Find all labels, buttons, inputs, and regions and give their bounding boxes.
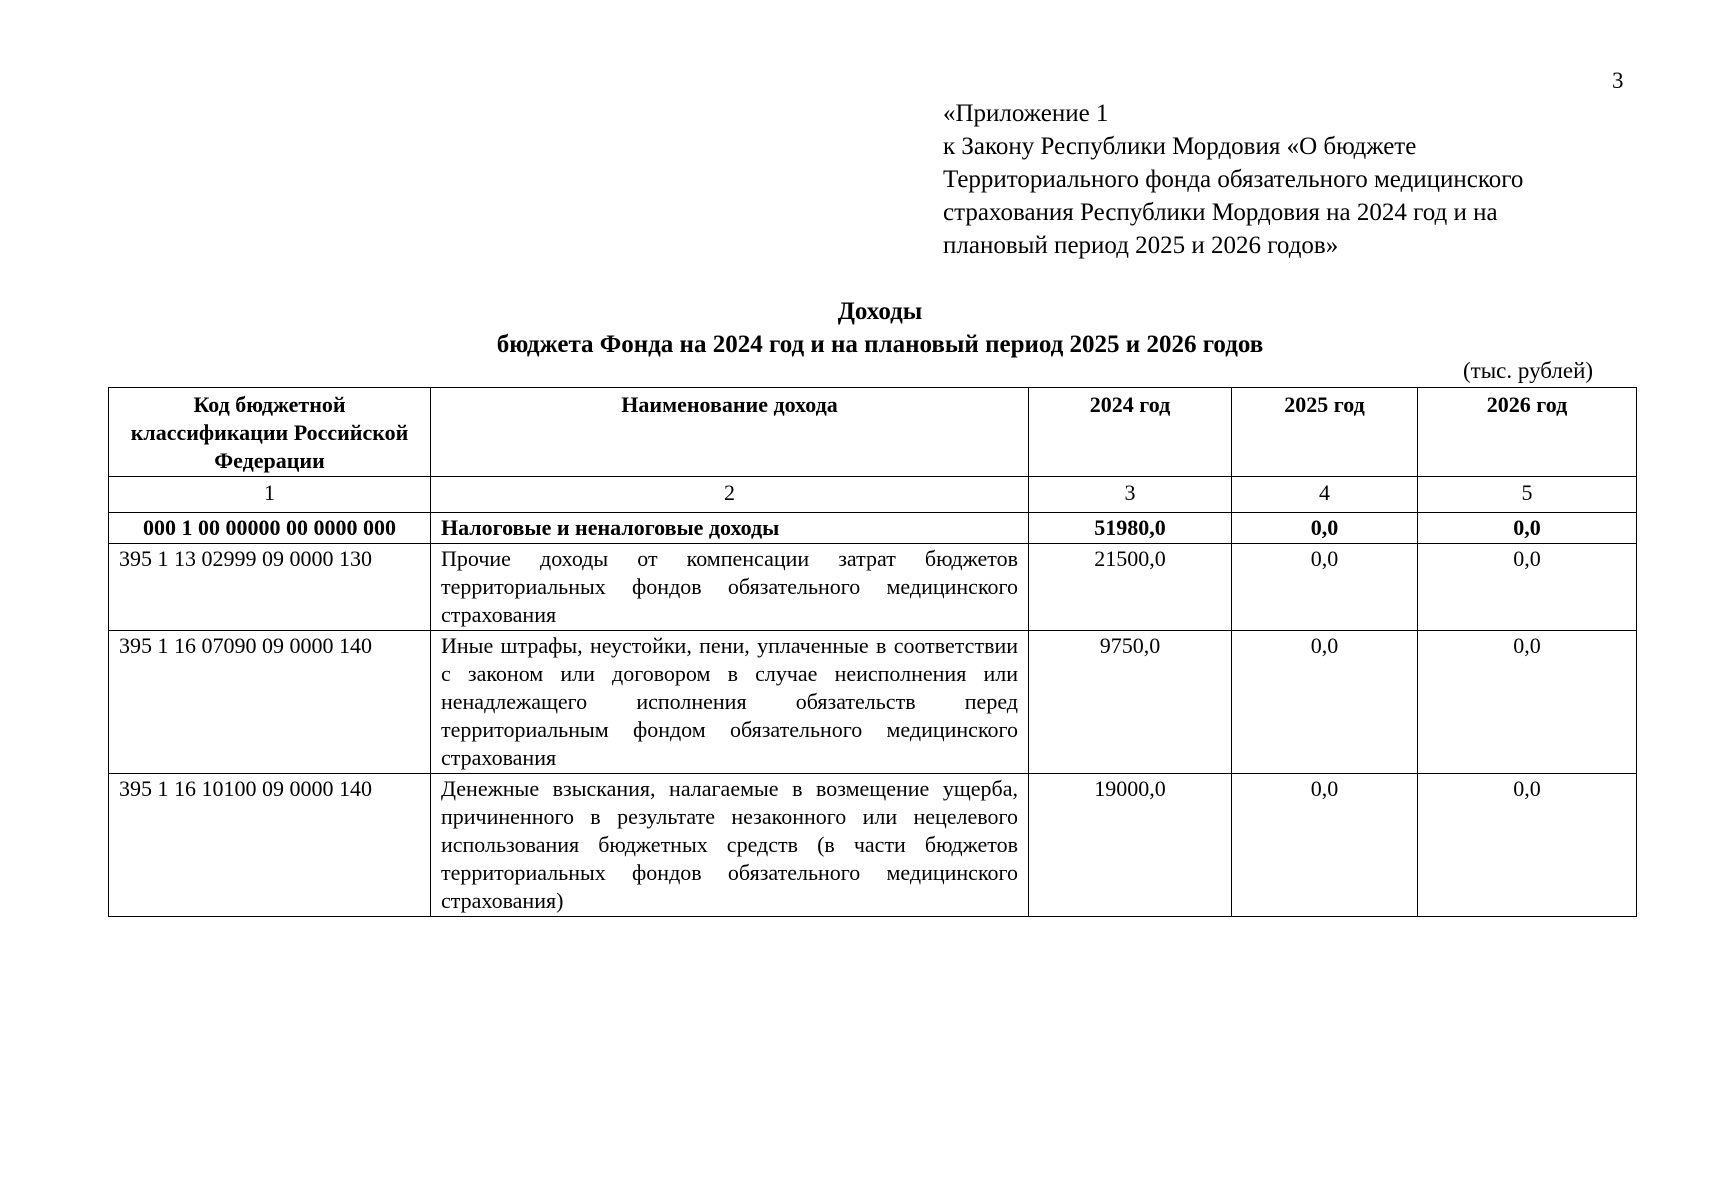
table-row — [109, 774, 1637, 917]
header-2026: 2026 год — [1418, 388, 1637, 477]
row-2025: 0,0 — [1232, 631, 1418, 774]
row-name: Иные штрафы, неустойки, пени, уплаченные в соответствии с законом или договором в случае неисполнения или ненадлежащего исполнения обязательств перед территориальным фондом обязательного медицинского страхования — [431, 631, 1029, 774]
column-number: 1 — [109, 477, 431, 513]
page-number: 3 — [1612, 68, 1624, 93]
appendix-line: к Закону Республики Мордовия «О бюджете — [943, 133, 1417, 160]
row-2026: 0,0 — [1418, 774, 1637, 917]
appendix-line: Территориального фонда обязательного медицинского — [943, 166, 1524, 193]
table-row-total — [109, 513, 1637, 544]
row-2026: 0,0 — [1418, 544, 1637, 631]
row-2025: 0,0 — [1232, 774, 1418, 917]
row-code: 395 1 13 02999 09 0000 130 — [109, 544, 431, 631]
row-name: Денежные взыскания, налагаемые в возмещение ущерба, причиненного в результате незаконного или нецелевого использования бюджетных средств (в части бюджетов территориальных фондов обязательного медицинского страхования) — [431, 774, 1029, 917]
header-2025: 2025 год — [1232, 388, 1418, 477]
row-2024: 51980,0 — [1029, 513, 1232, 544]
row-2025: 0,0 — [1232, 513, 1418, 544]
row-code: 395 1 16 10100 09 0000 140 — [109, 774, 431, 917]
appendix-block — [943, 97, 1663, 262]
column-number-row — [109, 477, 1637, 513]
table-row — [109, 631, 1637, 774]
table-header-row — [109, 388, 1637, 477]
income-table — [108, 387, 1637, 917]
row-2024: 21500,0 — [1029, 544, 1232, 631]
appendix-line: «Приложение 1 — [943, 100, 1109, 127]
row-code: 000 1 00 00000 00 0000 000 — [109, 513, 431, 544]
header-name: Наименование дохода — [431, 388, 1029, 477]
row-name: Налоговые и неналоговые доходы — [431, 513, 1029, 544]
table-row — [109, 544, 1637, 631]
column-number: 2 — [431, 477, 1029, 513]
appendix-line: плановый период 2025 и 2026 годов» — [943, 232, 1339, 259]
header-2024: 2024 год — [1029, 388, 1232, 477]
units-label: (тыс. рублей) — [1463, 358, 1594, 383]
row-name: Прочие доходы от компенсации затрат бюджетов территориальных фондов обязательного медицинского страхования — [431, 544, 1029, 631]
row-2026: 0,0 — [1418, 513, 1637, 544]
document-title — [0, 295, 1709, 361]
header-code: Код бюджетной классификации Российской Федерации — [109, 388, 431, 477]
column-number: 4 — [1232, 477, 1418, 513]
row-2025: 0,0 — [1232, 544, 1418, 631]
row-2026: 0,0 — [1418, 631, 1637, 774]
title-line-1: Доходы — [837, 298, 923, 325]
row-2024: 19000,0 — [1029, 774, 1232, 917]
column-number: 3 — [1029, 477, 1232, 513]
column-number: 5 — [1418, 477, 1637, 513]
row-2024: 9750,0 — [1029, 631, 1232, 774]
appendix-line: страхования Республики Мордовия на 2024 год и на — [943, 199, 1498, 226]
row-code: 395 1 16 07090 09 0000 140 — [109, 631, 431, 774]
title-line-2: бюджета Фонда на 2024 год и на плановый период 2025 и 2026 годов — [496, 331, 1264, 358]
